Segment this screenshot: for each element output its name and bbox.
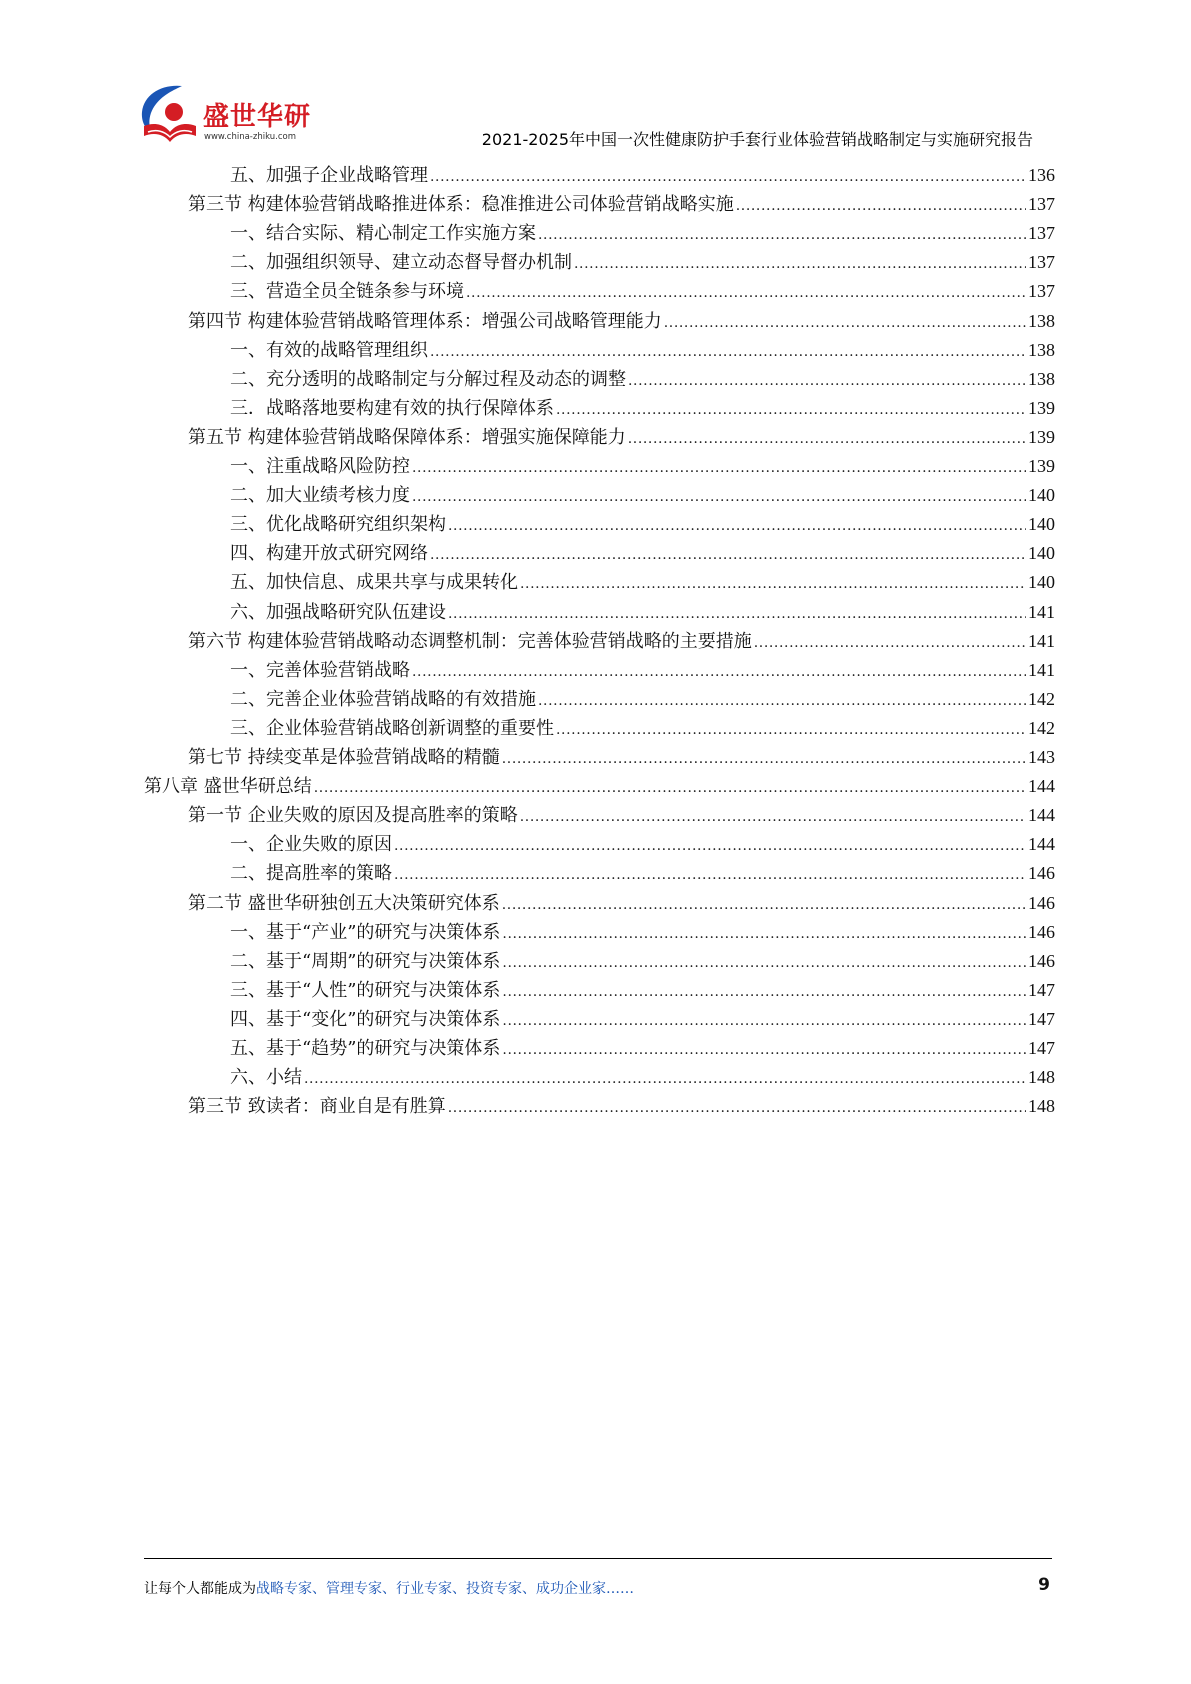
toc-entry-page: 146 [1028,892,1055,913]
toc-entry-page: 139 [1028,397,1055,418]
document-title: 2021-2025年中国一次性健康防护手套行业体验营销战略制定与实施研究报告 [481,130,1033,149]
toc-entry-page: 137 [1028,252,1055,273]
toc-entry-page: 148 [1028,1067,1055,1088]
toc-entry-page: 137 [1028,223,1055,244]
toc-entry-title: 第三节 构建体验营销战略推进体系：稳准推进公司体验营销战略实施 [188,194,734,216]
logo-url: www.china-zhiku.com [204,132,296,142]
footer-divider [144,1558,1052,1559]
toc-entry-title: 第四节 构建体验营销战略管理体系：增强公司战略管理能力 [188,310,662,332]
toc-entry[interactable] [230,480,1055,511]
toc-entry-page: 141 [1028,630,1055,651]
toc-entry-page: 137 [1028,194,1055,215]
toc-entry[interactable] [230,1062,1055,1093]
toc-entry[interactable] [230,829,1055,860]
toc-entry[interactable] [230,858,1055,889]
toc-entry[interactable] [230,509,1055,540]
toc-entry[interactable] [230,1004,1055,1035]
toc-entry-page: 146 [1028,921,1055,942]
toc-entry[interactable] [230,276,1055,307]
toc-entry-title: 三、营造全员全链条参与环境 [230,281,464,303]
toc-entry[interactable] [230,218,1055,249]
toc-entry-page: 139 [1028,456,1055,476]
toc-entry-title: 一、企业失败的原因 [230,834,392,856]
toc-entry-page: 141 [1028,659,1055,680]
toc-entry[interactable] [230,975,1055,1006]
toc-entry-title: 四、基于“变化”的研究与决策体系 [230,1008,501,1030]
toc-entry[interactable] [188,626,1055,657]
toc-entry-page: 144 [1028,805,1055,826]
toc-entry-title: 第六节 构建体验营销战略动态调整机制：完善体验营销战略的主要措施 [188,630,752,652]
toc-entry-page: 138 [1028,368,1055,389]
toc-entry-page: 144 [1028,834,1055,855]
toc-entry-title: 五、加强子企业战略管理 [230,165,428,186]
toc-entry-title: 三．战略落地要构建有效的执行保障体系 [230,397,554,419]
toc-entry-title: 第二节 盛世华研独创五大决策研究体系 [188,892,500,914]
toc-entry[interactable] [230,597,1055,628]
toc-entry-page: 146 [1028,863,1055,884]
toc-entry[interactable] [230,451,1055,482]
toc-entry[interactable] [188,742,1055,773]
toc-entry-page: 140 [1028,543,1055,564]
toc-entry-page: 139 [1028,426,1055,447]
toc-entry-title: 三、优化战略研究组织架构 [230,514,446,536]
toc-entry-page: 142 [1028,688,1055,709]
toc-entry-title: 第八章 盛世华研总结 [144,776,312,798]
toc-entry[interactable] [230,335,1055,366]
toc-entry-page: 136 [1028,165,1055,185]
toc-entry-page: 140 [1028,514,1055,535]
toc-entry-page: 141 [1028,601,1055,622]
slogan-roles: 战略专家、管理专家、行业专家、投资专家、成功企业家…… [256,1581,634,1597]
toc-entry[interactable] [188,1091,1055,1122]
toc-entry-page: 140 [1028,485,1055,506]
toc-entry-title: 五、基于“趋势”的研究与决策体系 [230,1038,501,1059]
toc-entry[interactable] [230,1033,1055,1064]
toc-entry-title: 二、充分透明的战略制定与分解过程及动态的调整 [230,368,626,390]
logo-mark-icon [138,82,202,144]
toc-entry[interactable] [230,364,1055,395]
toc-entry-title: 三、基于“人性”的研究与决策体系 [230,979,501,1001]
page-number: 9 [1038,1575,1050,1595]
toc-entry[interactable] [188,189,1055,220]
toc-entry-title: 二、基于“周期”的研究与决策体系 [230,950,501,972]
toc-entry[interactable] [230,655,1055,686]
toc-entry-title: 一、基于“产业”的研究与决策体系 [230,921,501,943]
footer-slogan [144,1578,634,1598]
toc-entry-page: 138 [1028,310,1055,331]
toc-entry-title: 第一节 企业失败的原因及提高胜率的策略 [188,805,518,827]
toc-entry-title: 一、注重战略风险防控 [230,456,410,477]
toc-entry-page: 147 [1028,979,1055,1000]
toc-entry-title: 三、企业体验营销战略创新调整的重要性 [230,717,554,739]
toc-entry[interactable] [230,538,1055,569]
toc-entry-title: 二、提高胜率的策略 [230,863,392,885]
toc-entry-title: 第七节 持续变革是体验营销战略的精髓 [188,747,500,768]
toc-entry[interactable] [188,306,1055,337]
logo-name: 盛世华研 [203,102,312,132]
toc-entry-title: 六、小结 [230,1067,302,1089]
toc-entry[interactable] [230,684,1055,715]
toc-entry-page: 147 [1028,1038,1055,1058]
toc-entry-title: 第三节 致读者：商业自是有胜算 [188,1096,446,1118]
toc-entry[interactable] [230,247,1055,278]
toc-dot-leader [448,1093,1026,1124]
toc-entry-title: 一、完善体验营销战略 [230,659,410,681]
toc-entry[interactable] [188,800,1055,831]
company-logo [138,82,318,152]
page-header [0,0,1191,160]
toc-entry[interactable] [188,888,1055,919]
toc-entry[interactable] [230,393,1055,424]
toc-entry-page: 147 [1028,1008,1055,1029]
toc-entry-page: 143 [1028,747,1055,767]
toc-entry-title: 四、构建开放式研究网络 [230,543,428,565]
toc-entry[interactable] [230,567,1055,598]
toc-entry-page: 146 [1028,950,1055,971]
toc-entry[interactable] [230,946,1055,977]
toc-entry-page: 144 [1028,776,1055,797]
toc-entry-page: 137 [1028,281,1055,302]
toc-entry-page: 140 [1028,572,1055,593]
toc-entry-title: 二、加强组织领导、建立动态督导督办机制 [230,252,572,274]
toc-entry-title: 六、加强战略研究队伍建设 [230,601,446,623]
toc-entry[interactable] [188,422,1055,453]
toc-entry-page: 142 [1028,717,1055,738]
toc-entry-title: 一、有效的战略管理组织 [230,339,428,361]
toc-entry-title: 第五节 构建体验营销战略保障体系：增强实施保障能力 [188,426,626,448]
toc-entry-title: 二、完善企业体验营销战略的有效措施 [230,688,536,710]
toc-entry-title: 五、加快信息、成果共享与成果转化 [230,572,518,594]
toc-entry[interactable] [144,771,1055,802]
toc-entry-page: 148 [1028,1096,1055,1117]
toc-entry[interactable] [230,713,1055,744]
toc-entry-page: 138 [1028,339,1055,360]
toc-entry-title: 二、加大业绩考核力度 [230,485,410,507]
slogan-prefix: 让每个人都能成为 [144,1581,256,1597]
toc-entry[interactable] [230,160,1055,191]
toc-entry-title: 一、结合实际、精心制定工作实施方案 [230,223,536,245]
toc-entry[interactable] [230,917,1055,948]
